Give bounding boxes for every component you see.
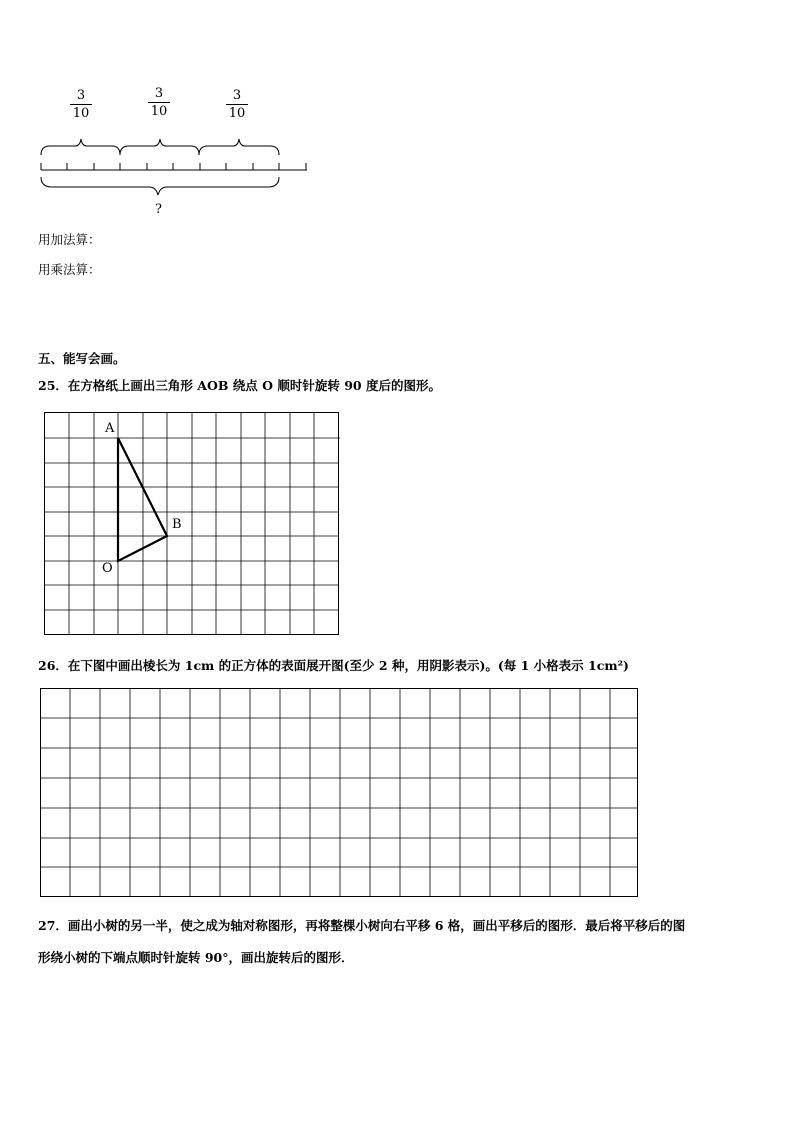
q25-grid-border <box>45 413 339 635</box>
fraction-1-denominator: 10 <box>72 106 90 121</box>
fraction-2-denominator: 10 <box>150 104 168 119</box>
point-a-label: A <box>105 421 115 436</box>
q25-grid-lines <box>44 412 340 634</box>
upper-brace-2 <box>120 139 199 155</box>
unknown-total-label: ? <box>155 202 162 217</box>
number-line-diagram <box>0 0 794 230</box>
fraction-3-numerator: 3 <box>232 88 242 103</box>
multiplication-prompt: 用乘法算： <box>38 262 101 277</box>
question-26-text: 26．在下图中画出棱长为 1cm 的正方体的表面展开图(至少 2 种，用阴影表示)。(每 1 小格表示 1cm²) <box>38 658 629 673</box>
point-b-label: B <box>172 517 182 532</box>
section-5-heading: 五、能写会画。 <box>38 351 126 366</box>
fraction-2-numerator: 3 <box>154 86 164 101</box>
q26-grid <box>40 688 640 898</box>
upper-brace-1 <box>41 139 120 155</box>
point-o-label: O <box>102 561 113 576</box>
question-25-text: 25．在方格纸上画出三角形 AOB 绕点 O 顺时针旋转 90 度后的图形。 <box>38 378 441 393</box>
question-27-text-line2: 形绕小树的下端点顺时针旋转 90°，画出旋转后的图形． <box>38 950 354 965</box>
upper-brace-3 <box>199 139 279 155</box>
q25-grid <box>44 412 344 638</box>
triangle-aob <box>118 438 167 561</box>
addition-prompt: 用加法算： <box>38 232 101 247</box>
fraction-3-denominator: 10 <box>228 106 246 121</box>
q26-grid-lines <box>40 688 637 896</box>
question-27-text-line1: 27．画出小树的另一半，使之成为轴对称图形，再将整棵小树向右平移 6 格，画出平移后的图形．最后将平移后的图 <box>38 918 686 933</box>
number-line-ticks <box>41 163 306 170</box>
fraction-1-numerator: 3 <box>76 88 86 103</box>
lower-brace <box>41 177 279 195</box>
